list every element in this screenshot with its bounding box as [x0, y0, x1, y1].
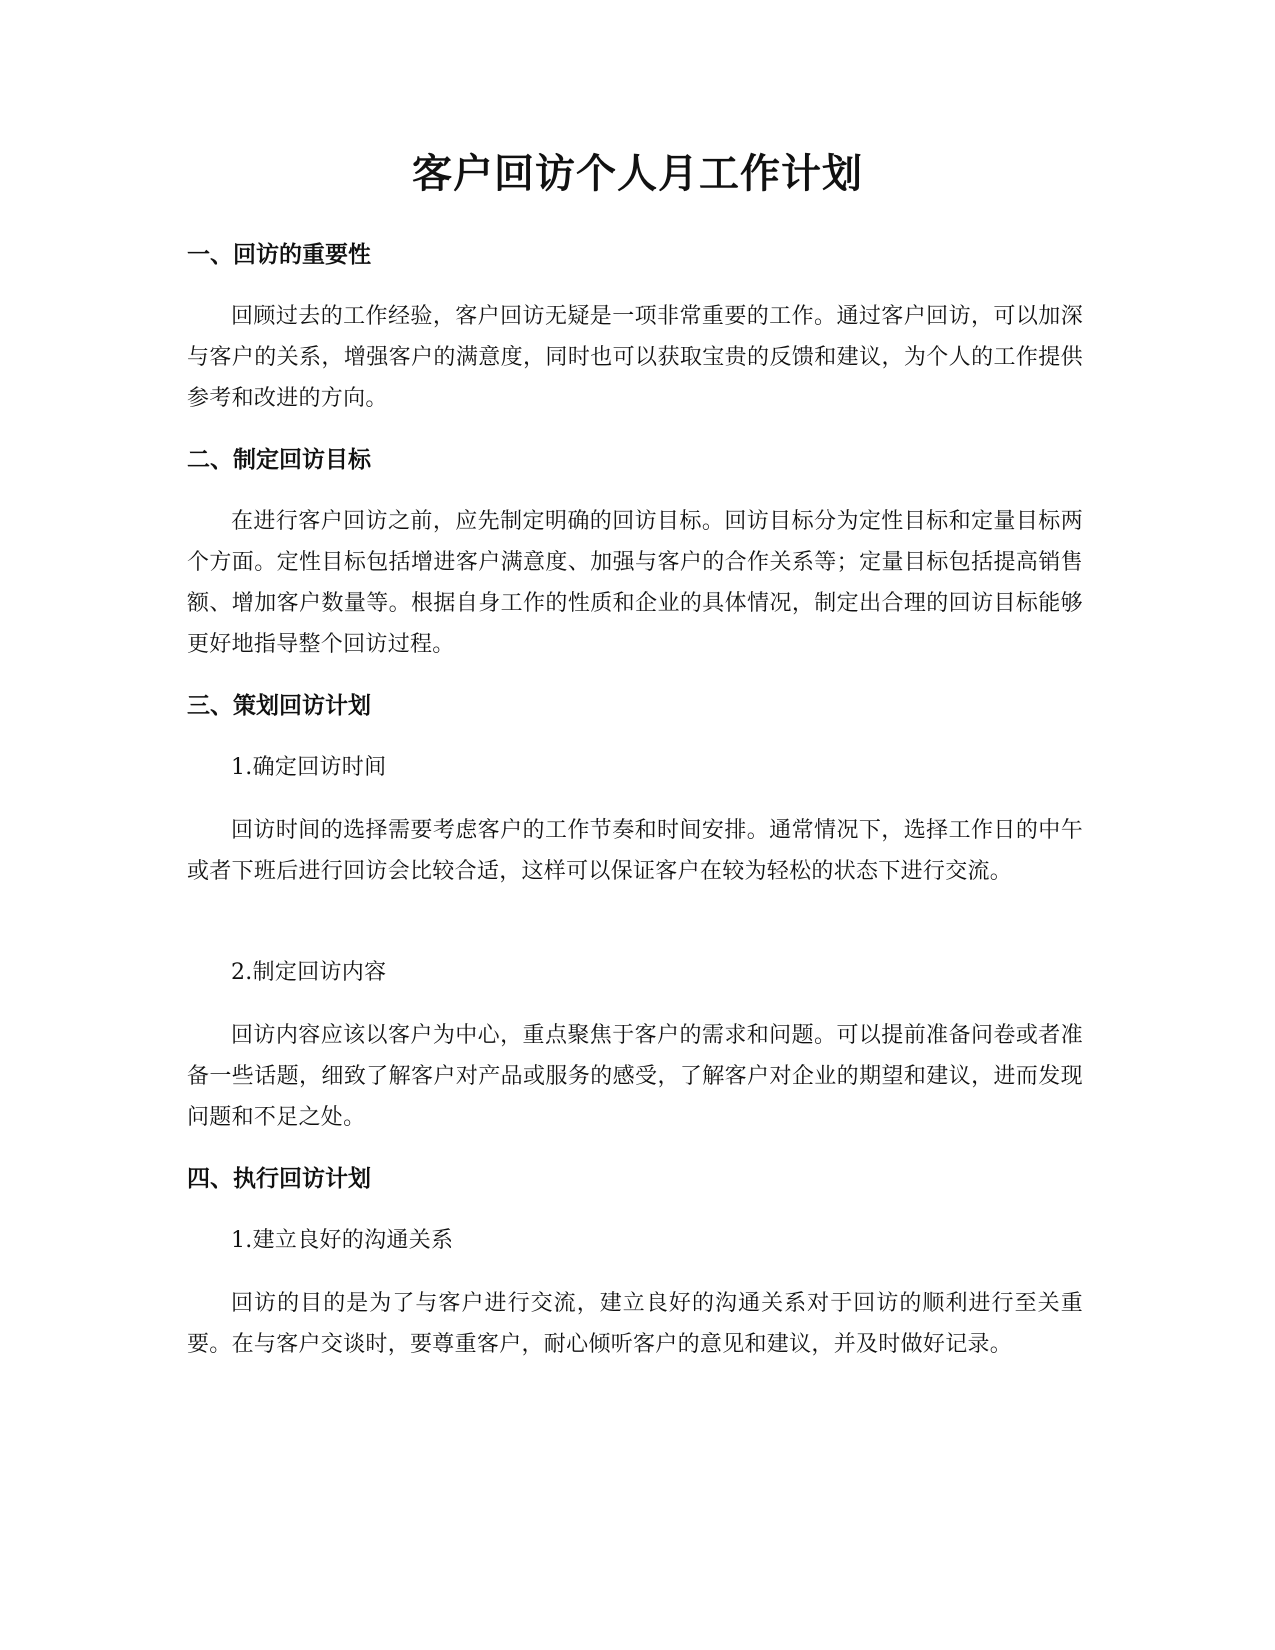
section-heading-importance: 一、回访的重要性	[187, 242, 371, 268]
subheading-visit-content: 2.制定回访内容	[231, 960, 387, 985]
subheading-communication: 1.建立良好的沟通关系	[231, 1228, 454, 1253]
subheading-visit-time: 1.确定回访时间	[231, 755, 387, 780]
paragraph-visit-content: 回访内容应该以客户为中心，重点聚焦于客户的需求和问题。可以提前准备问卷或者准备一些话题，细致了解客户对产品或服务的感受，了解客户对企业的期望和建议，进而发现问题和不足之处。	[187, 1023, 1083, 1130]
paragraph-visit-time: 回访时间的选择需要考虑客户的工作节奏和时间安排。通常情况下，选择工作日的中午或者下班后进行回访会比较合适，这样可以保证客户在较为轻松的状态下进行交流。	[187, 818, 1083, 884]
paragraph-goals: 在进行客户回访之前，应先制定明确的回访目标。回访目标分为定性目标和定量目标两个方面。定性目标包括增进客户满意度、加强与客户的合作关系等；定量目标包括提高销售额、增加客户数量等。根据自身工作的性质和企业的具体情况，制定出合理的回访目标能够更好地指导整个回访过程。	[187, 509, 1083, 657]
document-title: 客户回访个人月工作计划	[412, 151, 863, 197]
paragraph-communication: 回访的目的是为了与客户进行交流，建立良好的沟通关系对于回访的顺利进行至关重要。在与客户交谈时，要尊重客户，耐心倾听客户的意见和建议，并及时做好记录。	[187, 1291, 1083, 1357]
section-heading-goals: 二、制定回访目标	[187, 447, 371, 473]
section-heading-execution: 四、执行回访计划	[187, 1166, 371, 1192]
paragraph-importance: 回顾过去的工作经验，客户回访无疑是一项非常重要的工作。通过客户回访，可以加深与客户的关系，增强客户的满意度，同时也可以获取宝贵的反馈和建议，为个人的工作提供参考和改进的方向。	[187, 304, 1083, 411]
section-heading-planning: 三、策划回访计划	[187, 693, 371, 719]
